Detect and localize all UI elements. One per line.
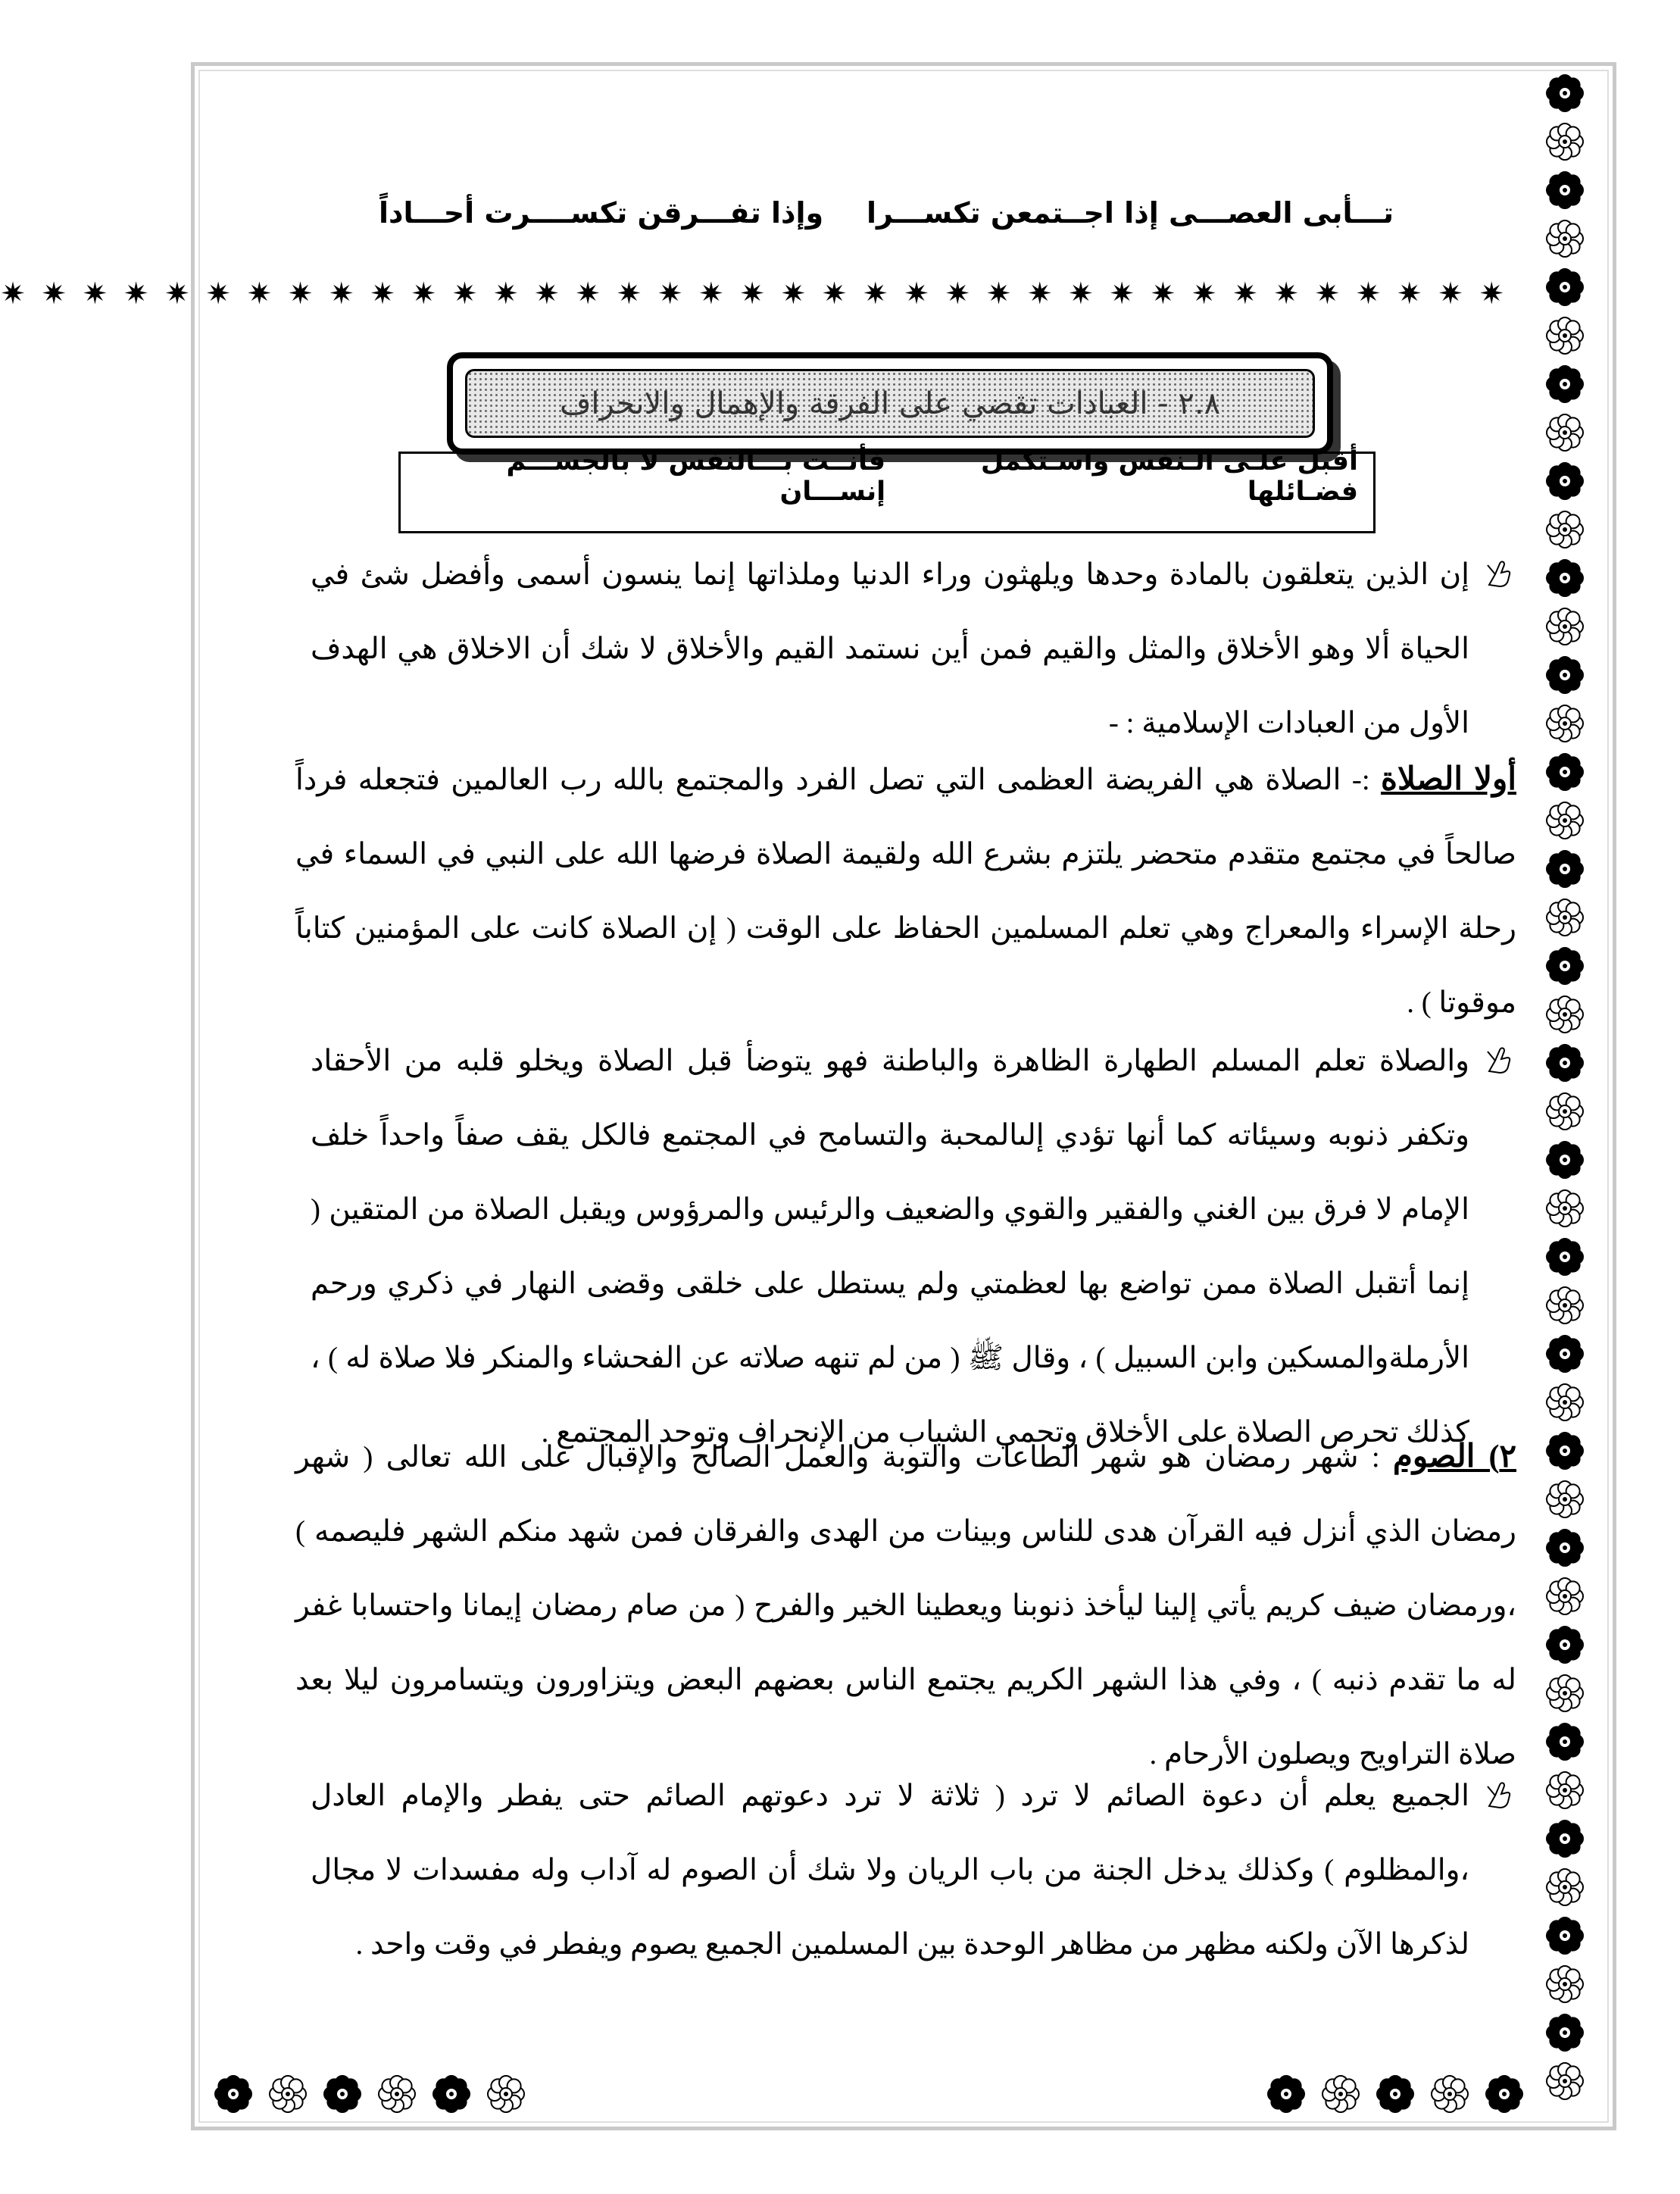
- intro-text: إن الذين يتعلقون بالمادة وحدها ويلهثون وراء الدنيا وملذاتها إنما ينسون أسمى وأفضل شئ في الحياة ألا وهو الأخلاق والمثل والقيم فمن أين نستمد القيم والأخلاق لا شك أن الاخلاق هي الهدف الأول من العبادات الإسلامية : -: [311, 558, 1469, 739]
- filled-flower-icon: [1544, 654, 1586, 696]
- filled-flower-icon: [1544, 1624, 1586, 1666]
- filled-flower-icon: [212, 2073, 254, 2115]
- outline-flower-icon: [1544, 411, 1586, 454]
- outline-flower-icon: [1544, 993, 1586, 1036]
- paragraph-sawm: [295, 1420, 1516, 1792]
- filled-flower-icon: [1483, 2073, 1525, 2115]
- ornament-border-right: [1539, 72, 1592, 2117]
- outline-flower-icon: [1544, 314, 1586, 357]
- filled-flower-icon: [1544, 1527, 1586, 1569]
- filled-flower-icon: [1265, 2073, 1307, 2115]
- star-separator: ✷ ✷ ✷ ✷ ✷ ✷ ✷ ✷ ✷ ✷ ✷ ✷ ✷ ✷ ✷ ✷ ✷ ✷ ✷ ✷ ✷ ✷ ✷ ✷ ✷ ✷ ✷ ✷ ✷ ✷ ✷ ✷ ✷ ✷ ✷ ✷ ✷: [0, 277, 1507, 311]
- quote-box: [398, 446, 1376, 533]
- quote-verse: [416, 446, 1358, 507]
- poem-verse: [379, 186, 1394, 239]
- filled-flower-icon: [1544, 1042, 1586, 1084]
- filled-flower-icon: [1544, 460, 1586, 502]
- outline-flower-icon: [376, 2073, 418, 2115]
- outline-flower-icon: [1544, 1866, 1586, 1908]
- filled-flower-icon: [1544, 1914, 1586, 1957]
- filled-flower-icon: [1544, 1430, 1586, 1472]
- filled-flower-icon: [430, 2073, 473, 2115]
- filled-flower-icon: [1544, 1721, 1586, 1763]
- outline-flower-icon: [1544, 1963, 1586, 2005]
- poem-left-hemistich: وإذا تفـــرقن تكســــرت أحـــاداً: [379, 196, 824, 230]
- section-title: ٢.٨ - العبادات تقضي على الفرقة والإهمال والانحراف: [559, 386, 1221, 421]
- filled-flower-icon: [1544, 1333, 1586, 1375]
- outline-flower-icon: [1319, 2073, 1362, 2115]
- sawm-heading: ٢) الصوم: [1392, 1439, 1517, 1474]
- outline-flower-icon: [1544, 896, 1586, 939]
- section-title-pattern: [465, 369, 1315, 438]
- writing-hand-icon: [1485, 558, 1513, 589]
- outline-flower-icon: [1544, 1672, 1586, 1714]
- outline-flower-icon: [1544, 1090, 1586, 1133]
- sawm-dua-text: الجميع يعلم أن دعوة الصائم لا ترد ( ثلاثة لا ترد دعوتهم الصائم حتى يفطر والإمام العادل ،والمظلوم ) وكذلك يدخل الجنة من باب الريان ولا شك أن الصوم له آداب وله مفسدات لا مجال لذكرها الآن ولكنه مظهر من مظاهر الوحدة بين المسلمين الجميع يصوم ويفطر في وقت واحد .: [311, 1780, 1469, 1961]
- filled-flower-icon: [1544, 848, 1586, 890]
- filled-flower-icon: [1544, 557, 1586, 599]
- ornament-border-bottom-right: [1265, 2068, 1598, 2121]
- outline-flower-icon: [1544, 799, 1586, 842]
- ornament-border-bottom-left: [212, 2068, 545, 2121]
- filled-flower-icon: [1544, 751, 1586, 793]
- quote-right-hemistich: أقبل علـى الـنفس واسـتكمل فضـائلها: [980, 446, 1358, 507]
- salah-purity-text: والصلاة تعلم المسلم الطهارة الظاهرة والباطنة فهو يتوضأ قبل الصلاة ويخلو قلبه من الأحقاد وتكفر ذنوبه وسيئاته كما أنها تؤدي إلىالمحبة والتسامح في المجتمع فالكل يقف صفاً واحداً خلف الإمام لا فرق بين الغني والفقير والقوي والضعيف والرئيس والمرؤوس ويقبل الصلاة من المتقين ( إنما أتقبل الصلاة ممن تواضع بها لعظمتي ولم يستطل على خلقى وقضى النهار في ذكري ورحم الأرملةوالمسكين وابن السبيل ) ، وقال ﷺ ( من لم تنهه صلاته عن الفحشاء والمنكر فلا صلاة له ) ، كذلك تحرص الصلاة على الأخلاق وتحمي الشباب من الإنحراف وتوحد المجتمع .: [311, 1045, 1469, 1449]
- sawm-text: : شهر رمضان هو شهر الطاعات والتوبة والعمل الصالح والإقبال على الله تعالى ( شهر رمضان الذي أنزل فيه القرآن هدى للناس وبينات من الهدى والفرقان فمن شهد منكم الشهر فليصمه ) ،ورمضان ضيف كريم يأتي إلينا ليأخذ ذنوبنا ويعطينا الخير والفرح ( من صام رمضان إيمانا واحتسابا غفر له ما تقدم ذنبه ) ، وفي هذا الشهر الكريم يجتمع الناس بعضهم البعض ويتزاورون ويتسامرون ليلا بعد صلاة التراويح ويصلون الأرحام .: [295, 1441, 1516, 1771]
- filled-flower-icon: [1544, 363, 1586, 405]
- paragraph-sawm-dua: [311, 1759, 1469, 1982]
- filled-flower-icon: [1544, 1139, 1586, 1181]
- filled-flower-icon: [1544, 945, 1586, 987]
- writing-hand-icon: [1485, 1779, 1513, 1811]
- filled-flower-icon: [1544, 1236, 1586, 1278]
- salah-heading: أولا الصلاة: [1381, 762, 1516, 797]
- outline-flower-icon: [1544, 605, 1586, 648]
- outline-flower-icon: [1544, 508, 1586, 551]
- filled-flower-icon: [1544, 72, 1586, 114]
- outline-flower-icon: [1544, 702, 1586, 745]
- outline-flower-icon: [1544, 1575, 1586, 1617]
- filled-flower-icon: [1374, 2073, 1416, 2115]
- poem-right-hemistich: تـــأبى العصـــى إذا اجــتمعن تكســـرا: [867, 196, 1394, 230]
- paragraph-salah: [295, 742, 1516, 1040]
- filled-flower-icon: [1544, 2011, 1586, 2054]
- filled-flower-icon: [1544, 169, 1586, 211]
- outline-flower-icon: [485, 2073, 527, 2115]
- outline-flower-icon: [1544, 120, 1586, 163]
- outline-flower-icon: [1544, 1187, 1586, 1230]
- outline-flower-icon: [1544, 1381, 1586, 1424]
- outline-flower-icon: [1544, 1478, 1586, 1520]
- outline-flower-icon: [267, 2073, 309, 2115]
- filled-flower-icon: [321, 2073, 364, 2115]
- quote-left-hemistich: فأنــت بـــالنفس لا بالجســـم إنســـان: [506, 446, 886, 507]
- outline-flower-icon: [1544, 1769, 1586, 1811]
- outline-flower-icon: [1544, 1284, 1586, 1327]
- writing-hand-icon: [1485, 1044, 1513, 1076]
- paragraph-salah-purity: [311, 1024, 1469, 1470]
- filled-flower-icon: [1544, 1817, 1586, 1860]
- outline-flower-icon: [1544, 217, 1586, 260]
- section-title-box: [447, 352, 1333, 455]
- outline-flower-icon: [1429, 2073, 1471, 2115]
- filled-flower-icon: [1544, 266, 1586, 308]
- paragraph-intro: [311, 538, 1469, 761]
- salah-text: :- الصلاة هي الفريضة العظمى التي تصل الفرد والمجتمع بالله رب العالمين فتجعله فرداً صالحاً في مجتمع متقدم متحضر يلتزم بشرع الله ولقيمة الصلاة فرضها الله على النبي في السماء في رحلة الإسراء والمعراج وهي تعلم المسلمين الحفاظ على الوقت ( إن الصلاة كانت على المؤمنين كتاباً موقوتا ) .: [295, 764, 1516, 1019]
